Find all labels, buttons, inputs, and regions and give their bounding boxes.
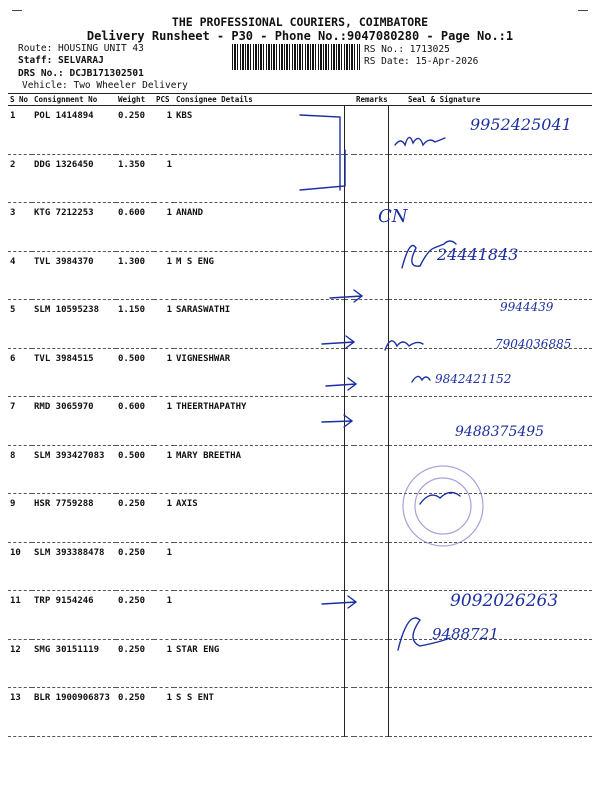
cell-consignment: TVL 3984370 — [32, 251, 116, 300]
handwritten-phone-row13: 9488721 — [432, 625, 499, 643]
cell-consignment: SLM 393427083 — [32, 445, 116, 494]
cell-remarks — [354, 106, 388, 155]
cell-seal — [388, 639, 592, 688]
cell-weight: 0.250 — [116, 106, 154, 155]
cell-sno: 11 — [8, 591, 32, 640]
cell-weight: 0.250 — [116, 542, 154, 591]
company-title: THE PROFESSIONAL COURIERS, COIMBATORE — [171, 15, 429, 29]
cell-pcs: 1 — [154, 688, 174, 737]
table-row — [8, 203, 592, 252]
cell-consignment: DDG 1326450 — [32, 154, 116, 203]
cell-seal — [388, 203, 592, 252]
cell-sno: 12 — [8, 639, 32, 688]
cell-pcs: 1 — [154, 494, 174, 543]
cell-pcs: 1 — [154, 203, 174, 252]
cell-spacer — [344, 203, 354, 252]
handwritten-phone-row1: 9952425041 — [470, 115, 572, 134]
cell-spacer — [344, 639, 354, 688]
cell-weight: 0.600 — [116, 203, 154, 252]
cell-remarks — [354, 494, 388, 543]
cell-weight: 0.250 — [116, 591, 154, 640]
cell-consignment: POL 1414894 — [32, 106, 116, 155]
drs-number: DRS No.: DCJB171302501 — [18, 68, 144, 79]
table-header-row — [8, 94, 592, 106]
cell-spacer — [344, 542, 354, 591]
cell-pcs: 1 — [154, 300, 174, 349]
col-seal: Seal & Signature — [388, 94, 592, 106]
cell-consignee: ANAND — [174, 203, 344, 252]
runsheet-table — [8, 93, 592, 737]
col-consignee: Consignee Details — [174, 94, 344, 106]
cell-consignee: STAR ENG — [174, 639, 344, 688]
cell-spacer — [344, 300, 354, 349]
vehicle-label: Vehicle: Two Wheeler Delivery — [22, 80, 188, 91]
cell-weight: 0.250 — [116, 688, 154, 737]
cell-spacer — [344, 348, 354, 397]
cell-sno: 1 — [8, 106, 32, 155]
cell-weight: 0.500 — [116, 348, 154, 397]
handwritten-note-row3: CN — [378, 206, 408, 227]
cell-spacer — [344, 106, 354, 155]
cell-spacer — [344, 397, 354, 446]
cell-consignment: SLM 393388478 — [32, 542, 116, 591]
cell-remarks — [354, 348, 388, 397]
table-row — [8, 494, 592, 543]
cell-pcs: 1 — [154, 445, 174, 494]
cell-remarks — [354, 591, 388, 640]
cell-consignment: TVL 3984515 — [32, 348, 116, 397]
cell-consignment: HSR 7759288 — [32, 494, 116, 543]
cell-weight: 0.250 — [116, 639, 154, 688]
cell-sno: 4 — [8, 251, 32, 300]
cell-pcs: 1 — [154, 639, 174, 688]
cell-pcs: 1 — [154, 348, 174, 397]
cell-pcs: 1 — [154, 154, 174, 203]
rs-date: RS Date: 15-Apr-2026 — [364, 56, 479, 67]
table-row — [8, 639, 592, 688]
staff-label: Staff: SELVARAJ — [18, 55, 104, 66]
cell-consignee: S S ENT — [174, 688, 344, 737]
handwritten-number-row4: 24441843 — [437, 245, 519, 264]
col-weight: Weight — [116, 94, 154, 106]
cell-seal — [388, 542, 592, 591]
cell-consignment: RMD 3065970 — [32, 397, 116, 446]
col-remarks: Remarks — [356, 95, 388, 104]
cell-consignment: BLR 1900906873 — [32, 688, 116, 737]
cell-consignee — [174, 154, 344, 203]
cell-weight: 0.600 — [116, 397, 154, 446]
cell-remarks — [354, 300, 388, 349]
cell-consignment: KTG 7212253 — [32, 203, 116, 252]
cell-consignee — [174, 542, 344, 591]
cell-sno: 7 — [8, 397, 32, 446]
cell-sno: 3 — [8, 203, 32, 252]
cell-consignment: SLM 10595238 — [32, 300, 116, 349]
col-sno: S No — [8, 94, 32, 106]
handwritten-phone-row5: 9944439 — [500, 300, 554, 314]
cell-seal — [388, 445, 592, 494]
cell-consignee: THEERTHAPATHY — [174, 397, 344, 446]
cell-spacer — [344, 591, 354, 640]
cell-sno: 6 — [8, 348, 32, 397]
cell-weight: 1.150 — [116, 300, 154, 349]
cell-consignee: M S ENG — [174, 251, 344, 300]
cell-consignee: AXIS — [174, 494, 344, 543]
cell-spacer — [344, 251, 354, 300]
table-row — [8, 445, 592, 494]
cell-remarks — [354, 688, 388, 737]
handwritten-phone-row6: 7904036885 — [495, 337, 572, 351]
cell-spacer — [344, 154, 354, 203]
cell-weight: 1.300 — [116, 251, 154, 300]
cell-consignment: TRP 9154246 — [32, 591, 116, 640]
handwritten-phone-row8: 9488375495 — [455, 424, 545, 440]
cell-pcs: 1 — [154, 591, 174, 640]
cell-sno: 2 — [8, 154, 32, 203]
cell-remarks — [354, 251, 388, 300]
cell-seal — [388, 154, 592, 203]
col-pcs: PCS — [154, 94, 174, 106]
cell-sno: 10 — [8, 542, 32, 591]
cell-spacer — [344, 445, 354, 494]
cell-consignee: SARASWATHI — [174, 300, 344, 349]
cell-consignee: KBS — [174, 106, 344, 155]
route-label: Route: HOUSING UNIT 43 — [18, 43, 144, 54]
handwritten-phone-row12: 9092026263 — [450, 591, 559, 611]
cell-sno: 13 — [8, 688, 32, 737]
cell-remarks — [354, 154, 388, 203]
cell-pcs: 1 — [154, 542, 174, 591]
cell-sno: 5 — [8, 300, 32, 349]
cell-consignee: VIGNESHWAR — [174, 348, 344, 397]
table-row — [8, 542, 592, 591]
cell-sno: 8 — [8, 445, 32, 494]
runsheet-title: Delivery Runsheet - P30 - Phone No.:9047080280 - Page No.:1 — [86, 29, 514, 43]
cell-consignee: MARY BREETHA — [174, 445, 344, 494]
cell-spacer — [344, 494, 354, 543]
cell-weight: 1.350 — [116, 154, 154, 203]
cell-consignment: SMG 30151119 — [32, 639, 116, 688]
cell-weight: 0.500 — [116, 445, 154, 494]
col-consignment: Consignment No — [32, 94, 116, 106]
handwritten-phone-row7: 9842421152 — [435, 372, 512, 386]
barcode — [232, 44, 360, 70]
corner-mark-top-right — [578, 10, 588, 11]
cell-seal — [388, 688, 592, 737]
corner-mark-top-left — [12, 10, 22, 11]
cell-consignee — [174, 591, 344, 640]
rs-number: RS No.: 1713025 — [364, 44, 450, 55]
cell-remarks — [354, 397, 388, 446]
cell-remarks — [354, 639, 388, 688]
cell-pcs: 1 — [154, 106, 174, 155]
table-row — [8, 688, 592, 737]
cell-remarks — [354, 542, 388, 591]
cell-sno: 9 — [8, 494, 32, 543]
cell-seal — [388, 494, 592, 543]
table-row — [8, 154, 592, 203]
cell-weight: 0.250 — [116, 494, 154, 543]
col-spacer — [344, 94, 354, 106]
cell-remarks — [354, 445, 388, 494]
cell-pcs: 1 — [154, 397, 174, 446]
cell-spacer — [344, 688, 354, 737]
cell-pcs: 1 — [154, 251, 174, 300]
